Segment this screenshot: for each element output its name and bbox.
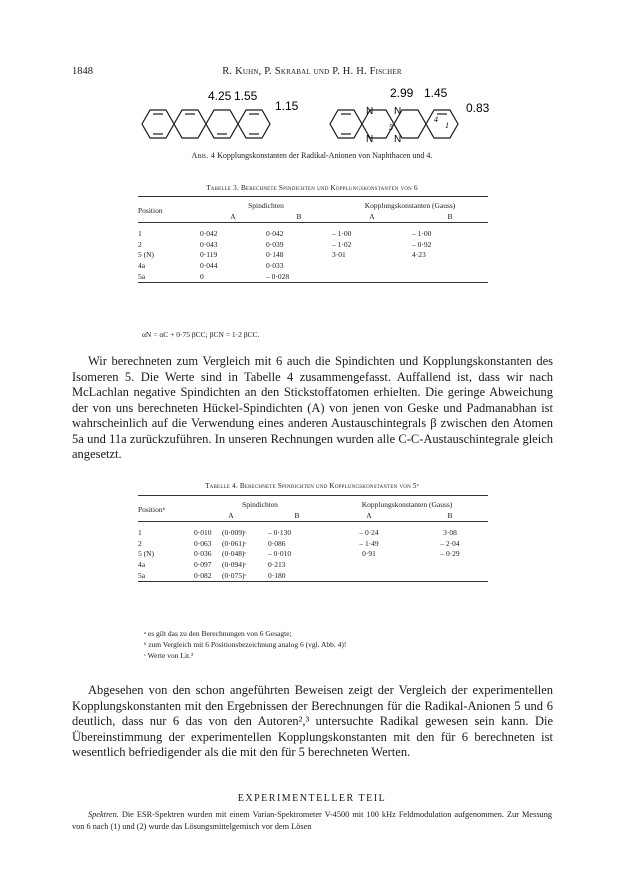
table4-cell: [412, 571, 488, 582]
table4-cell: – 0·010: [268, 549, 292, 559]
naphthacen-structure: [142, 110, 270, 138]
table3-footnote-formula: αN = αC + 0·75 βCC; βCN = 1·2 βCC.: [142, 330, 260, 339]
table-row: [138, 528, 488, 539]
table-row: [138, 539, 488, 550]
table4-cell: 0·082: [194, 570, 212, 580]
table4-cell: [412, 560, 488, 571]
table4-head-kopp: Kopplungskonstanten (Gauss): [361, 500, 453, 509]
atom-n-3: N: [366, 134, 374, 145]
paragraph-2: [72, 683, 553, 761]
naphthacen-label-3: 1.15: [275, 99, 299, 113]
table4-caption: Tabelle 4. Berechnete Spindichten und Kopplungskonstanten von 5ᵃ: [205, 482, 419, 490]
table4-cell: 5a: [138, 570, 146, 580]
table3-sub-a2: A: [369, 211, 375, 221]
atom-n-2: N: [394, 106, 402, 117]
table4: [138, 495, 488, 586]
table3-cell: – 1·00: [332, 229, 352, 239]
table4-sub-a2: A: [366, 510, 372, 520]
position-1-label: 1: [445, 121, 449, 130]
table3-cell: 0·119: [200, 250, 218, 260]
table3-cell: 0·042: [200, 229, 218, 239]
paragraph-1-text: Wir berechneten zum Vergleich mit 6 auch die Spindichten und Kopplungskonstanten des Isomeren 5. Die Werte sind in Tabelle 4 zusammengefasst. Auffallend ist, dass wir nach McLachlan negative Spindichten an den Stickstoffatomen erhielten. Die geringe Abweichung der von uns berechneten Hückel-Spindichten (A) von jenen von Geske und Padmanabhan ist wahrscheinlich auf die Verwendung eines anderen Austauschintegrals β zwischen den Atomen 5a und 11a zurückzuführen. In unseren Rechnungen wurden alle C-C-Austauschintegrale gleich angesetzt.: [72, 354, 553, 461]
table3-cell: 0·148: [266, 250, 284, 260]
table4-footnote-a: ᵃ es gilt das zu den Berechnungen von 6 Gesagte;: [144, 629, 292, 638]
figure-caption-prefix: Abb. 4: [191, 151, 216, 160]
table4-head-position: Positionᵇ: [138, 505, 165, 515]
naphthacen-label-2: 1.55: [234, 89, 258, 103]
table4-footnote-c: ᶜ Werte von Lit.²: [144, 651, 194, 660]
table3-cell: 0·042: [266, 229, 284, 239]
table4-cell: 1: [138, 528, 142, 538]
naphthacen-label-1: 4.25: [208, 89, 232, 103]
table4-cell: (0·009)ᶜ: [222, 528, 247, 538]
table4-cell: – 0·24: [359, 528, 379, 538]
table3-cell: 5 (N): [138, 250, 155, 260]
section-heading: EXPERIMENTELLER TEIL: [237, 793, 387, 804]
table4-cell: 0·213: [268, 559, 286, 569]
table-row: [138, 240, 488, 251]
table3-sub-b1: B: [296, 211, 302, 221]
table4-cell: [326, 560, 412, 571]
table4-cell: 0·180: [268, 570, 286, 580]
running-header: [72, 66, 552, 80]
table4-cell: 0·097: [194, 559, 212, 569]
table-row: [138, 261, 488, 272]
table3-cell: 4a: [138, 260, 146, 270]
experimental-lead: Spektren.: [88, 810, 119, 819]
page-number: 1848: [72, 66, 93, 77]
experimental-paragraph: [72, 809, 552, 833]
table-row: [138, 571, 488, 582]
coupling-constants-figure: [130, 86, 510, 148]
table4-cell: 5 (N): [138, 549, 155, 559]
table3-cell: 0·033: [266, 260, 284, 270]
table4-cell: (0·048)ᶜ: [222, 549, 247, 559]
table3-cell: [332, 261, 412, 272]
table3-head-kopp: Kopplungskonstanten (Gauss): [364, 201, 456, 210]
tetraaza-label-2: 1.45: [424, 86, 448, 100]
table-row: [138, 229, 488, 240]
table3-cell: – 1·02: [332, 239, 352, 249]
table3-cell: 0·044: [200, 260, 218, 270]
tetraaza-label-1: 2.99: [390, 86, 414, 100]
table3-cell: [332, 272, 412, 283]
paragraph-2-text: Abgesehen von den schon angeführten Beweisen zeigt der Vergleich der experimentellen Kopplungskonstanten mit den Ergebnissen der Berechnungen für die Radikal-Anionen 5 und 6 deutlich, dass nur 6 das von den Autoren²,³ untersuchte Radikal gewesen sein kann. Die Übereinstimmung der experimentellen Kopplungskonstanten mit den für 6 berechneten ist wesentlich befriedigender als die mit den für 5 berechneten Werten.: [72, 683, 553, 759]
table4-sub-b1: B: [294, 510, 300, 520]
table3-cell: 1: [138, 229, 142, 239]
table4-footnote-b: ᵇ zum Vergleich mit 6 Positionsbezeichnung analog 6 (vgl. Abb. 4)!: [144, 640, 347, 649]
table4-cell: (0·061)ᶜ: [222, 538, 247, 548]
table3-cell: 3·01: [332, 250, 346, 260]
table4-cell: 0·063: [194, 538, 212, 548]
table4-cell: 3·08: [443, 528, 457, 538]
table4-cell: 0·036: [194, 549, 212, 559]
position-4-label: 4: [434, 115, 438, 124]
atom-n-1: N: [366, 106, 374, 117]
table4-sub-b2: B: [447, 510, 453, 520]
table4-cell: – 0·130: [268, 528, 292, 538]
table4-cell: 0·010: [194, 528, 212, 538]
tetraaza-label-3: 0.83: [466, 101, 490, 115]
table4-cell: (0·075)ᶜ: [222, 570, 247, 580]
table-row: [138, 560, 488, 571]
table3-cell: 4·23: [412, 250, 426, 260]
table-row: [138, 250, 488, 261]
table3-cell: 2: [138, 239, 142, 249]
table3-caption: Tabelle 3. Berechnete Spindichten und Kopplungskonstanten von 6: [206, 184, 418, 192]
atom-n-4: N: [394, 134, 402, 145]
table3-cell: [412, 272, 488, 283]
table-row: [138, 549, 488, 560]
table3: [138, 196, 488, 287]
table-row: [138, 272, 488, 283]
table4-sub-a1: A: [228, 510, 234, 520]
table3-cell: – 1·00: [412, 229, 432, 239]
table3-head-position: Position: [138, 206, 163, 216]
table3-cell: – 0·92: [412, 239, 432, 249]
table4-footnotes: [144, 628, 346, 661]
table3-sub-a1: A: [230, 211, 236, 221]
table3-cell: 0·043: [200, 239, 218, 249]
table3-cell: – 0·028: [266, 271, 290, 281]
paragraph-1: [72, 354, 553, 463]
table4-cell: 0·086: [268, 538, 286, 548]
table4-head-spin: Spindichten: [242, 500, 278, 509]
table4-cell: 0·91: [362, 549, 376, 559]
figure-caption-text: Kopplungskonstanten der Radikal-Anionen von Naphthacen und 4.: [217, 151, 433, 160]
experimental-text: Die ESR-Spektren wurden mit einem Varian-Spektrometer V-4500 mit 100 kHz Feldmodulation aufgenommen. Zur Messung von 6 nach (1) und (2) wurde das Lösungsmittelgemisch vor dem Lösen: [72, 810, 553, 831]
running-authors: R. Kuhn, P. Skrabal und P. H. H. Fischer: [222, 66, 402, 77]
table4-cell: 2: [138, 538, 142, 548]
position-5-label: 5: [389, 123, 393, 132]
table3-cell: 0·039: [266, 239, 284, 249]
table4-cell: – 2·04: [440, 538, 460, 548]
table3-cell: [412, 261, 488, 272]
table3-cell: 0: [200, 271, 204, 281]
table4-cell: (0·094)ᶜ: [222, 559, 247, 569]
figure-caption: [72, 151, 552, 160]
table3-sub-b2: B: [447, 211, 453, 221]
table4-cell: [326, 571, 412, 582]
table4-cell: – 1·49: [359, 538, 379, 548]
table4-cell: 4a: [138, 559, 146, 569]
table3-cell: 5a: [138, 271, 146, 281]
table4-cell: – 0·29: [440, 549, 460, 559]
table3-head-spin: Spindichten: [248, 201, 284, 210]
